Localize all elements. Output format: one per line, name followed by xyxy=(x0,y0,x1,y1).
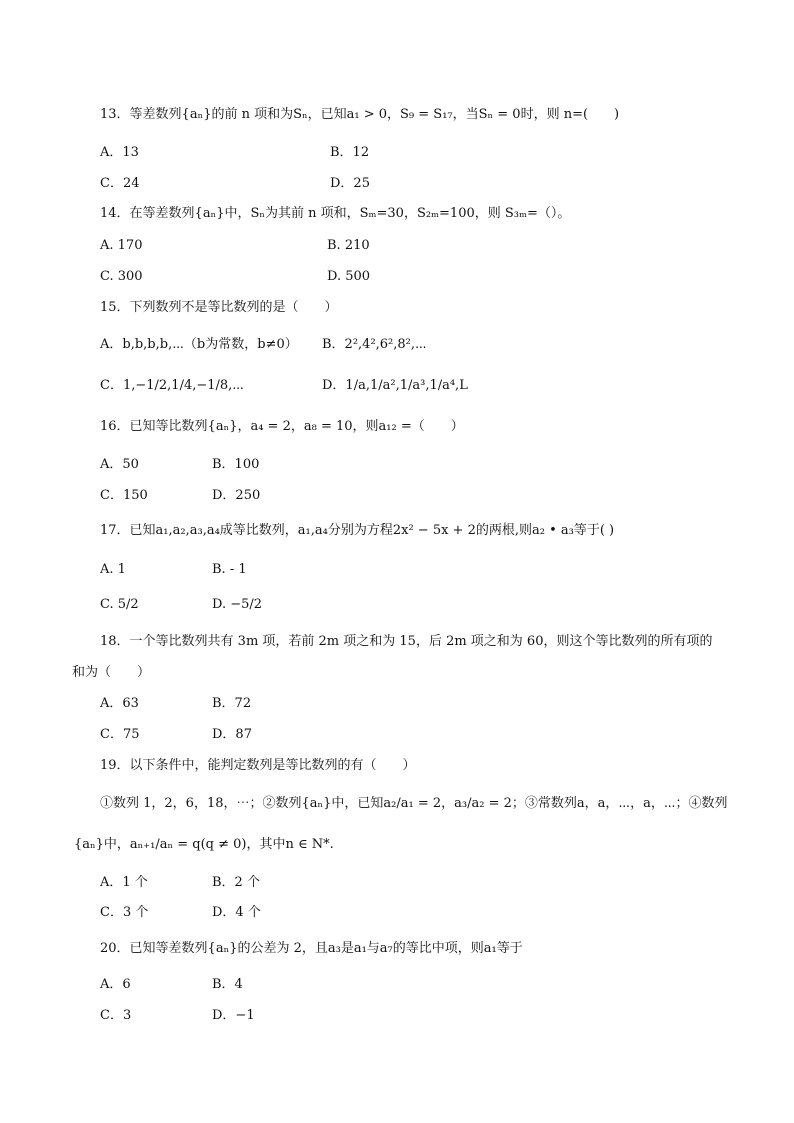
question-19-option-b: B．2 个 xyxy=(212,875,260,890)
question-15-option-b: B．2²,4²,6²,8²,⋯ xyxy=(322,337,427,352)
question-13-option-b: B．12 xyxy=(330,145,370,160)
question-19-option-c: C．3 个 xyxy=(100,905,149,920)
question-14-option-d: D. 500 xyxy=(327,269,371,284)
question-20-option-c: C．3 xyxy=(100,1008,132,1023)
question-16-option-b: B．100 xyxy=(212,457,260,472)
question-16-option-a: A．50 xyxy=(100,457,139,472)
question-20-option-b: B．4 xyxy=(212,977,243,992)
question-20-stem: 20．已知等差数列{aₙ}的公差为 2，且a₃是a₁与a₇的等比中项，则a₁等于 xyxy=(100,941,523,956)
question-15-option-a: A．b,b,b,b,⋯（b为常数，b≠0） xyxy=(100,337,298,352)
question-18-stem-continued: 和为（ ） xyxy=(72,665,151,680)
question-18-stem: 18．一个等比数列共有 3m 项，若前 2m 项之和为 15，后 2m 项之和为 60，则这个等比数列的所有项的 xyxy=(100,634,713,649)
question-18-option-a: A．63 xyxy=(100,696,139,711)
question-19-option-a: A．1 个 xyxy=(100,875,148,890)
question-13-option-d: D．25 xyxy=(330,176,370,191)
question-15-option-c: C．1,−1/2,1/4,−1/8,⋯ xyxy=(100,378,244,393)
question-14-option-a: A. 170 xyxy=(100,238,143,253)
question-13-option-c: C．24 xyxy=(100,176,140,191)
question-19-conditions-continued: {aₙ}中，aₙ₊₁/aₙ = q(q ≠ 0)，其中n ∈ N*. xyxy=(74,837,334,852)
question-19-conditions: ①数列 1，2，6，18，⋯；②数列{aₙ}中，已知a₂/a₁ = 2，a₃/a₂ = 2；③常数列a，a，⋯，a，⋯；④数列 xyxy=(100,796,728,811)
question-16-option-d: D．250 xyxy=(212,488,261,503)
question-15-option-d: D．1/a,1/a²,1/a³,1/a⁴,L xyxy=(322,378,468,393)
question-13-option-a: A．13 xyxy=(100,145,139,160)
question-14-option-b: B. 210 xyxy=(327,238,370,253)
question-13-stem: 13．等差数列{aₙ}的前 n 项和为Sₙ，已知a₁ > 0，S₉ = S₁₇，当Sₙ = 0时，则 n=( ) xyxy=(100,107,620,122)
question-17-option-c: C. 5/2 xyxy=(100,597,139,612)
question-16-option-c: C．150 xyxy=(100,488,148,503)
question-14-stem: 14．在等差数列{aₙ}中，Sₙ为其前 n 项和，Sₘ=30，S₂ₘ=100，则 S₃ₘ=（）。 xyxy=(100,206,571,221)
question-20-option-a: A．6 xyxy=(100,977,131,992)
question-18-option-d: D．87 xyxy=(212,727,252,742)
question-20-option-d: D．−1 xyxy=(212,1008,255,1023)
question-16-stem: 16．已知等比数列{aₙ}，a₄ = 2，a₈ = 10，则a₁₂ =（ ） xyxy=(100,419,464,434)
question-17-option-b: B. - 1 xyxy=(212,562,247,577)
question-14-option-c: C. 300 xyxy=(100,269,143,284)
question-19-stem: 19．以下条件中，能判定数列是等比数列的有（ ） xyxy=(100,758,416,773)
question-17-option-d: D. −5/2 xyxy=(212,597,263,612)
question-15-stem: 15．下列数列不是等比数列的是（ ） xyxy=(100,300,338,315)
question-18-option-c: C．75 xyxy=(100,727,140,742)
question-18-option-b: B．72 xyxy=(212,696,252,711)
question-19-option-d: D．4 个 xyxy=(212,905,261,920)
question-17-stem: 17．已知a₁,a₂,a₃,a₄成等比数列，a₁,a₄分别为方程2x² − 5x + 2的两根,则a₂ • a₃等于( ) xyxy=(100,523,615,538)
question-17-option-a: A. 1 xyxy=(100,562,126,577)
